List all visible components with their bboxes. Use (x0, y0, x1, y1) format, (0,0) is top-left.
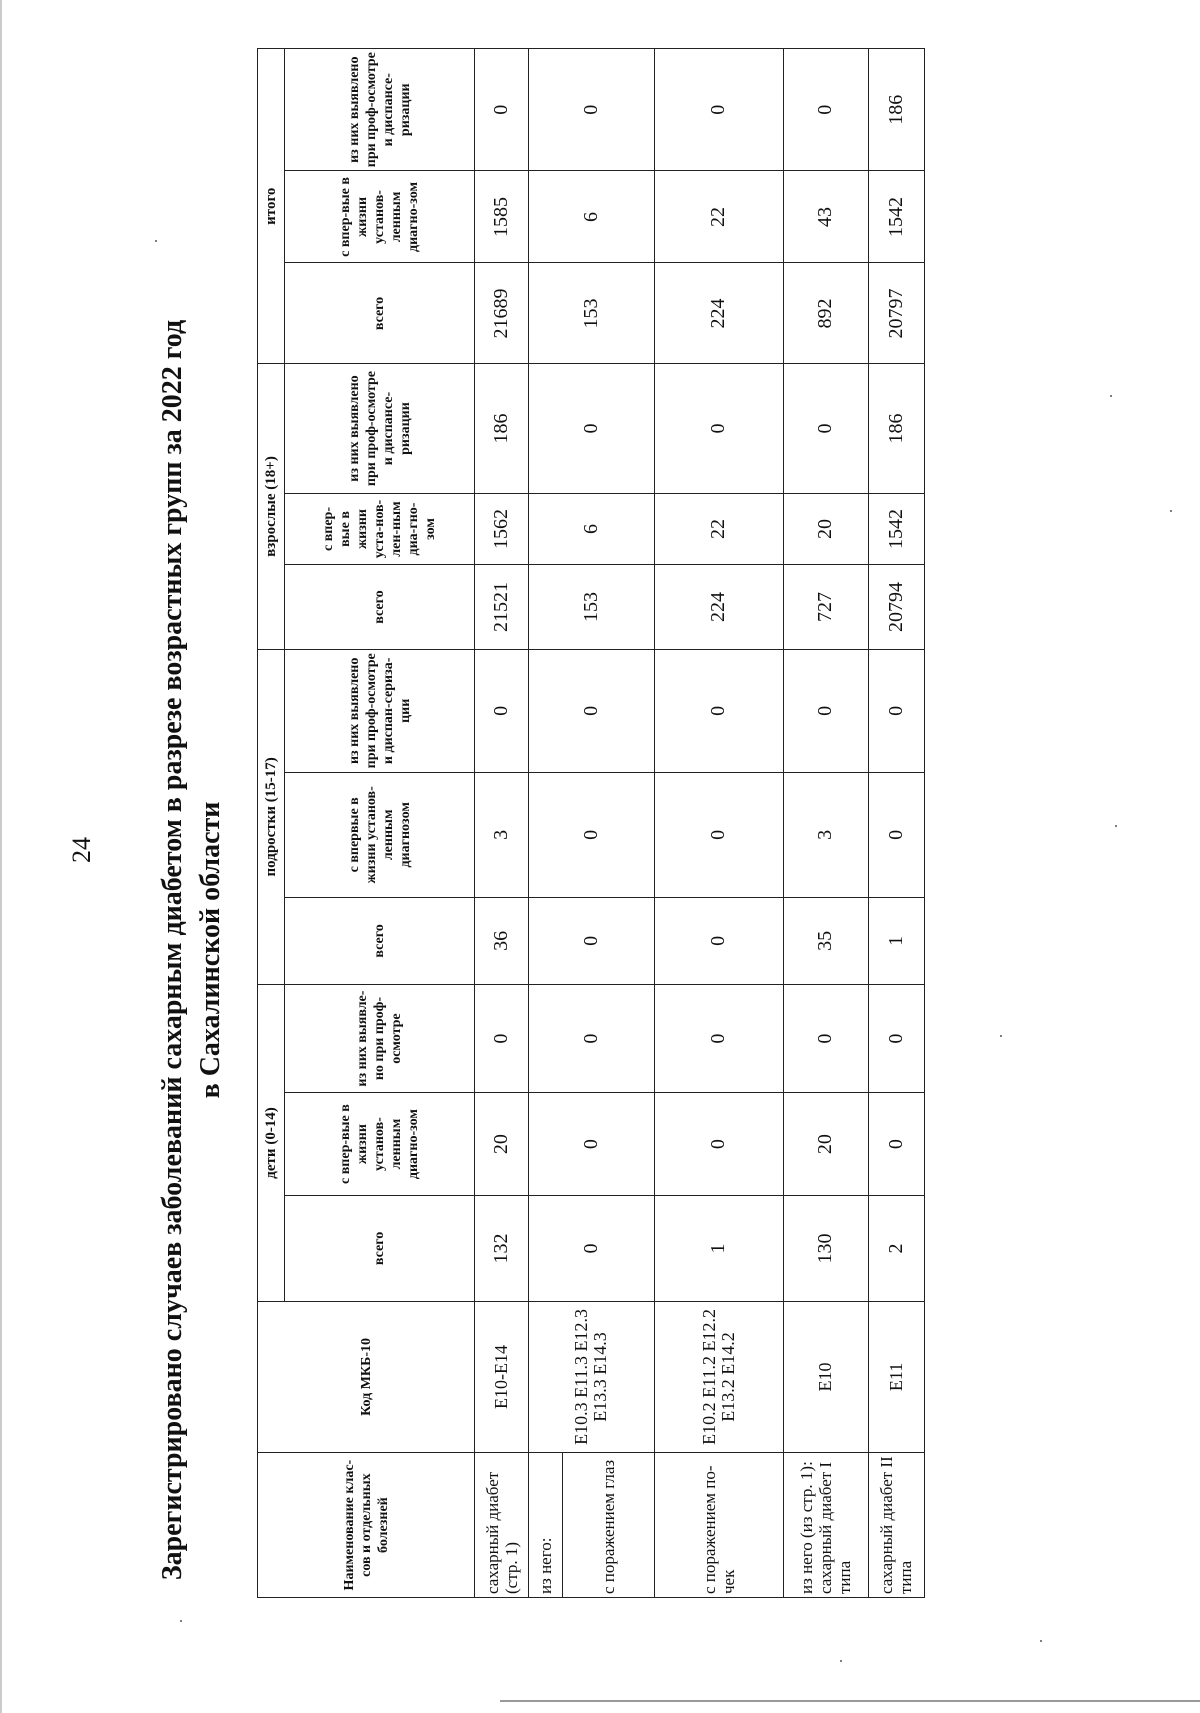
row-value: 0 (529, 1196, 655, 1302)
row-value: 22 (654, 493, 783, 565)
row-value: 0 (529, 49, 655, 171)
row-value: 0 (783, 649, 868, 772)
row-name: с поражением глаз (563, 1453, 655, 1598)
row-value: 21689 (475, 263, 529, 364)
row-value: 20 (475, 1092, 529, 1195)
row-value: 0 (868, 1092, 924, 1195)
row-value: 21521 (475, 565, 529, 649)
row-code: Е10.3 Е11.3 Е12.3 Е13.3 Е14.3 (529, 1301, 655, 1453)
row-name: сахарный диабет (стр. 1) (475, 1453, 529, 1598)
scan-speck (1170, 510, 1172, 512)
table-row (868, 49, 924, 1598)
row-value: 892 (783, 263, 868, 364)
group-header-total: итого (258, 49, 285, 364)
group-header-adults: взрослые (18+) (258, 364, 285, 649)
row-value: 3 (475, 773, 529, 898)
scan-bottom-line (500, 1700, 1200, 1702)
sub-header: с впер-вые в жизни установ-ленным диагно-зом (285, 171, 475, 263)
row-value: 1562 (475, 493, 529, 565)
row-value: 0 (654, 649, 783, 772)
row-value: 0 (529, 364, 655, 493)
row-value: 130 (783, 1196, 868, 1302)
sub-header: из них выявлено при проф-осмотре и диспансе-ризации (285, 49, 475, 171)
row-value: 224 (654, 263, 783, 364)
page-edge (0, 0, 2, 1713)
row-code: Е11 (868, 1301, 924, 1453)
sub-header: из них выявле-но при проф-осмотре (285, 985, 475, 1093)
row-value: 0 (654, 49, 783, 171)
scan-speck (1000, 1035, 1002, 1037)
row-value: 1585 (475, 171, 529, 263)
table-row (654, 49, 783, 1598)
row-name: с поражением по-чек (654, 1453, 783, 1598)
page-number: 24 (67, 837, 96, 863)
row-value: 224 (654, 565, 783, 649)
row-value: 1 (868, 897, 924, 985)
row-value: 20 (783, 1092, 868, 1195)
row-code: Е10.2 Е11.2 Е12.2 Е13.2 Е14.2 (654, 1301, 783, 1453)
row-value: 0 (654, 364, 783, 493)
group-header-children: дети (0-14) (258, 985, 285, 1302)
row-value: 727 (783, 565, 868, 649)
sub-header: с впер-вые в жизни установ-ленным диагно-зом (285, 1092, 475, 1195)
row-value: 0 (529, 1092, 655, 1195)
row-value: 0 (529, 897, 655, 985)
row-value: 0 (783, 364, 868, 493)
table-container (257, 48, 925, 1598)
row-value: 0 (783, 985, 868, 1093)
row-value: 0 (654, 1092, 783, 1195)
row-value: 35 (783, 897, 868, 985)
row-value: 0 (868, 985, 924, 1093)
diabetes-table (257, 48, 925, 1598)
row-value: 0 (529, 773, 655, 898)
row-name: сахарный диабет II типа (868, 1453, 924, 1598)
row-value: 0 (475, 649, 529, 772)
row-value: 0 (654, 897, 783, 985)
header-name: Наименование клас-сов и отдельных болезней (258, 1453, 475, 1598)
row-value: 43 (783, 171, 868, 263)
title-line-1: Зарегистрировано случаев заболеваний сахарным диабетом в разрезе возрастных групп за 2022 год (157, 319, 188, 1581)
scan-speck (840, 1660, 842, 1662)
row-value: 132 (475, 1196, 529, 1302)
row-value: 186 (868, 49, 924, 171)
row-value: 1 (654, 1196, 783, 1302)
scan-speck (1115, 825, 1117, 827)
row-value: 0 (529, 985, 655, 1093)
subheader-row (529, 49, 563, 1598)
row-code: Е10 (783, 1301, 868, 1453)
table-row (475, 49, 529, 1598)
row-value: 0 (868, 649, 924, 772)
row-code: Е10-Е14 (475, 1301, 529, 1453)
sub-header: всего (285, 1196, 475, 1302)
row-value: 36 (475, 897, 529, 985)
page-title (154, 300, 230, 1600)
row-value: 153 (529, 263, 655, 364)
row-value: 3 (783, 773, 868, 898)
row-value: 0 (654, 985, 783, 1093)
row-value: 153 (529, 565, 655, 649)
header-code: Код МКБ-10 (258, 1301, 475, 1453)
scan-speck (155, 240, 157, 242)
title-line-2: в Сахалинской области (195, 801, 226, 1099)
table-row (783, 49, 868, 1598)
group-header-teens: подростки (15-17) (258, 649, 285, 985)
row-value: 0 (868, 773, 924, 898)
subheader-label: из него: (529, 1453, 563, 1598)
row-value: 6 (529, 493, 655, 565)
sub-header: всего (285, 565, 475, 649)
sub-header: с впер-вые в жизни уста-нов-лен-ным диа-гно-зом (285, 493, 475, 565)
row-value: 0 (475, 985, 529, 1093)
row-value: 20 (783, 493, 868, 565)
row-value: 1542 (868, 493, 924, 565)
row-value: 2 (868, 1196, 924, 1302)
scan-speck (1110, 395, 1112, 397)
row-value: 0 (529, 649, 655, 772)
row-value: 0 (475, 49, 529, 171)
row-value: 0 (654, 773, 783, 898)
row-value: 186 (868, 364, 924, 493)
scan-speck (1040, 1640, 1042, 1642)
sub-header: всего (285, 263, 475, 364)
row-value: 20797 (868, 263, 924, 364)
sub-header: с впервые в жизни установ-ленным диагнозом (285, 773, 475, 898)
scan-speck (180, 1620, 182, 1622)
row-value: 186 (475, 364, 529, 493)
row-name: из него (из стр. 1): сахарный диабет I типа (783, 1453, 868, 1598)
sub-header: всего (285, 897, 475, 985)
row-value: 1542 (868, 171, 924, 263)
row-value: 20794 (868, 565, 924, 649)
row-value: 22 (654, 171, 783, 263)
row-value: 6 (529, 171, 655, 263)
sub-header: из них выявлено при проф-осмотре и диспансе-ризации (285, 364, 475, 493)
sub-header: из них выявлено при проф-осмотре и диспан-сериза-ции (285, 649, 475, 772)
row-value: 0 (783, 49, 868, 171)
